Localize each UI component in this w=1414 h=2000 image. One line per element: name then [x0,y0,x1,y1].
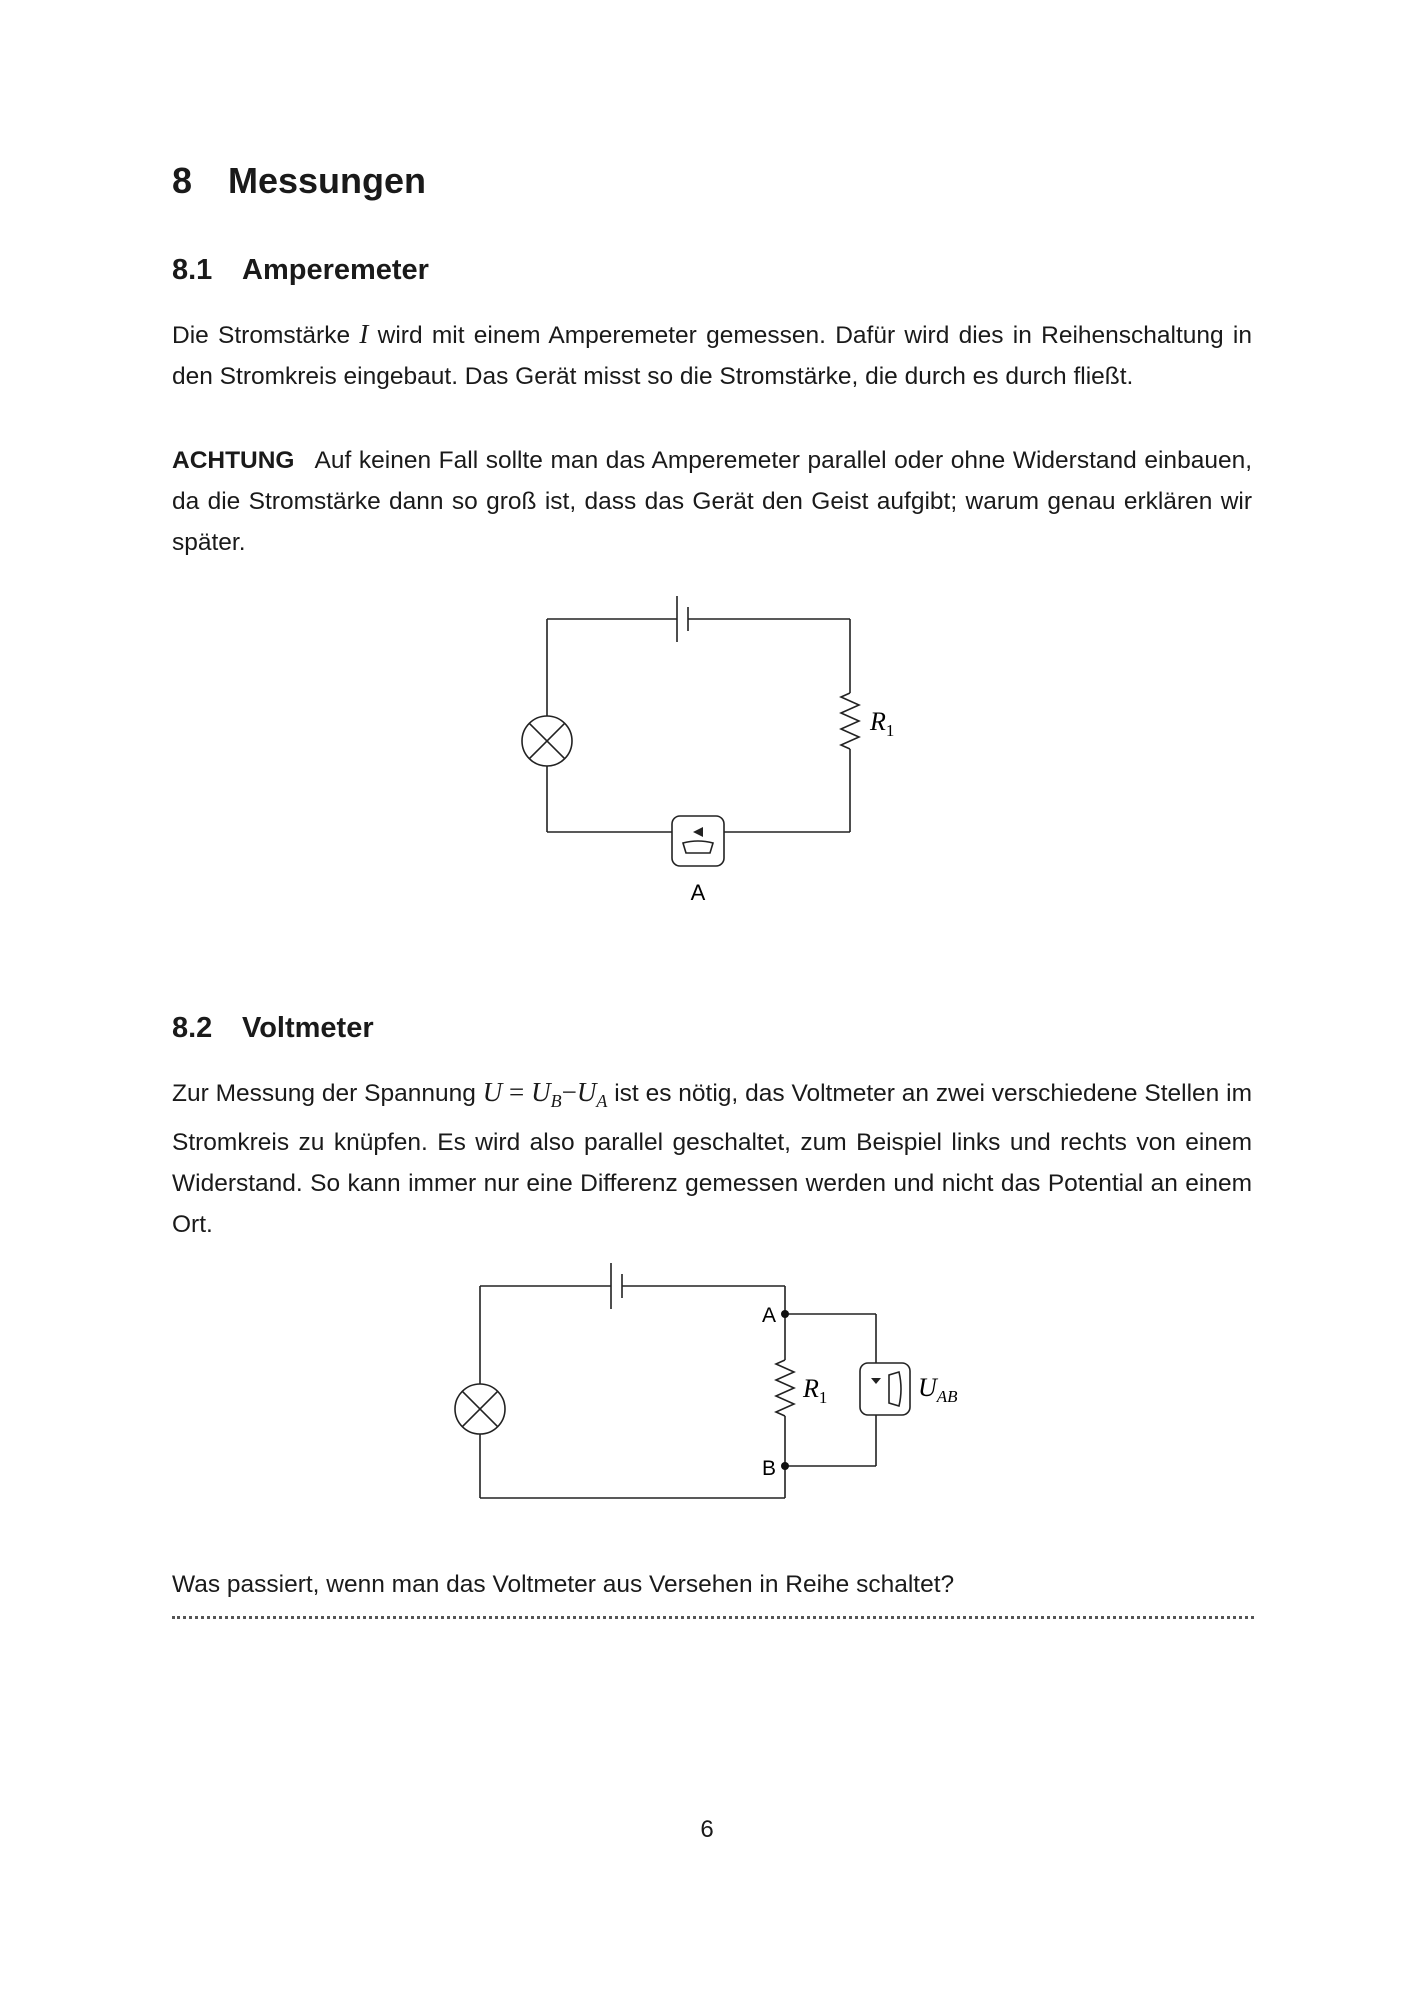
page-number: 6 [700,1816,714,1843]
subsection-heading-voltmeter [172,1012,374,1045]
voltmeter-needle [871,1378,881,1384]
voltmeter-circuit-diagram [440,1245,1000,1515]
question-text: Was passiert, wenn man das Voltmeter aus Versehen in Reihe schaltet? [172,1571,955,1598]
section-heading [172,160,426,202]
subsection-title: Amperemeter [242,254,429,286]
node-b-label: B [762,1457,777,1480]
amperemeter-paragraph: Die Stromstärke I wird mit einem Amperemeter gemessen. Dafür wird dies in Reihenschaltung in den Stromkreis eingebaut. Das Gerät misst so die Stromstärke, die durch es durch fließt. [172,319,1252,390]
node-b-dot [781,1462,789,1470]
resistor-icon [776,1360,794,1416]
svg-text:R1: $R_1$ [870,707,895,740]
section-title: Messungen [228,160,427,201]
voltage-equation: $U = U_B-U_A$ [482,1077,608,1111]
voltmeter-icon [860,1363,910,1415]
ammeter-label: A [690,880,706,905]
current-symbol: I [359,319,369,349]
svg-text:UAB: $U_{AB}$ [918,1373,958,1406]
ammeter-needle [693,827,703,837]
resistor-icon [841,693,859,749]
amperemeter-circuit-diagram [500,585,920,915]
svg-text:R1: $R_1$ [803,1374,828,1407]
section-number: 8 [172,160,193,201]
subsection-heading-amperemeter [172,254,429,287]
subsection-title: Voltmeter [242,1012,374,1044]
answer-line[interactable] [172,1610,1254,1619]
subsection-number: 8.2 [172,1012,213,1044]
subsection-number: 8.1 [172,254,213,286]
voltmeter-paragraph: Zur Messung der Spannung $U = U_B-U_A$ ist es nötig, das Voltmeter an zwei verschiedene Stellen im Stromkreis zu knüpfen. Es wird also parallel geschaltet, zum Beispiel links und rechts von einem Widerstand. So kann immer nur eine Differenz gemessen werden und nicht das Potential an einem Ort. [172,1077,1253,1238]
node-a-label: A [762,1304,777,1327]
warning-text: Auf keinen Fall sollte man das Amperemeter parallel oder ohne Widerstand einbauen, da die Stromstärke dann so groß ist, dass das Gerät den Geist aufgibt; warum genau erklären wir später. [172,447,1252,556]
warning-paragraph [172,440,1252,563]
warning-label: ACHTUNG [172,447,295,474]
node-a-dot [781,1310,789,1318]
